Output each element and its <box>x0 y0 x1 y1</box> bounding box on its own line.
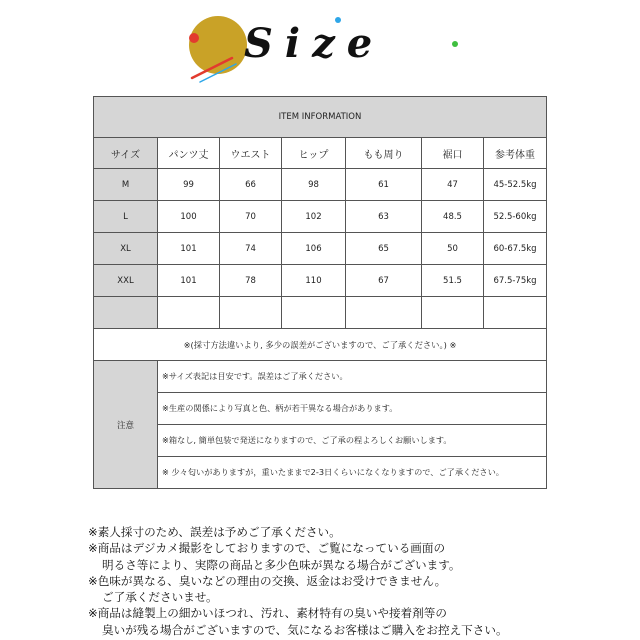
caution-item: ※箱なし, 簡単包装で発送になりますので、ご了承の程よろしくお願いします。 <box>158 425 547 457</box>
footer-line: ご了承くださいませ。 <box>102 590 218 605</box>
table-cell: 67.5-75kg <box>484 265 547 297</box>
empty-cell <box>220 297 282 329</box>
red-dot <box>189 33 199 43</box>
size-cell: XXL <box>94 265 158 297</box>
measure-note: ※(採寸方法違いより, 多少の誤差がございますので、ご了承ください。) ※ <box>94 329 547 361</box>
footer-line: 臭いが残る場合がございますので、気になるお客様はご購入をお控え下さい。 <box>102 622 508 637</box>
table-cell: 66 <box>220 169 282 201</box>
footer-line: ※商品は縫製上の細かいほつれ、汚れ、素材特有の臭いや接着剤等の <box>88 606 447 621</box>
table-cell: 67 <box>346 265 422 297</box>
empty-cell <box>282 297 346 329</box>
header-hip: ヒップ <box>282 138 346 169</box>
table-cell: 65 <box>346 233 422 265</box>
size-table <box>93 96 547 489</box>
header-weight: 参考体重 <box>484 138 547 169</box>
table-cell: 110 <box>282 265 346 297</box>
empty-row <box>94 297 547 329</box>
footer-line: ※色味が異なる、臭いなどの理由の交換、返金はお受けできません。 <box>88 573 447 588</box>
footer-line: ※商品はデジカメ撮影をしておりますので、ご覧になっている画面の <box>88 541 446 556</box>
empty-cell <box>422 297 484 329</box>
empty-cell <box>346 297 422 329</box>
table-row <box>94 169 547 201</box>
table-cell: 74 <box>220 233 282 265</box>
table-cell: 78 <box>220 265 282 297</box>
table-cell: 51.5 <box>422 265 484 297</box>
table-cell: 48.5 <box>422 201 484 233</box>
table-row <box>94 233 547 265</box>
size-logo <box>0 0 640 90</box>
table-cell: 50 <box>422 233 484 265</box>
header-thigh: もも周り <box>346 138 422 169</box>
table-cell: 106 <box>282 233 346 265</box>
size-cell: M <box>94 169 158 201</box>
table-title: ITEM INFORMATION <box>94 97 547 138</box>
table-cell: 102 <box>282 201 346 233</box>
caution-label: 注意 <box>94 361 158 489</box>
empty-cell <box>94 297 158 329</box>
table-cell: 70 <box>220 201 282 233</box>
table-row <box>94 201 547 233</box>
footer-line: 明るさ等により、実際の商品と多少色味が異なる場合がございます。 <box>102 557 461 572</box>
table-cell: 47 <box>422 169 484 201</box>
caution-item: ※生産の関係により写真と色、柄が若干異なる場合があります。 <box>158 393 547 425</box>
green-dot <box>452 41 458 47</box>
caution-item: ※サイズ表記は目安です。誤差はご了承ください。 <box>158 361 547 393</box>
table-cell: 100 <box>158 201 220 233</box>
header-waist: ウエスト <box>220 138 282 169</box>
empty-cell <box>484 297 547 329</box>
table-cell: 98 <box>282 169 346 201</box>
header-size: サイズ <box>94 138 158 169</box>
table-cell: 45-52.5kg <box>484 169 547 201</box>
caution-item: ※ 少々匂いがありますが，重いたままで2-3日くらいになくなりますので、ご了承ください。 <box>158 457 547 489</box>
header-row <box>94 138 547 169</box>
table-row <box>94 265 547 297</box>
header-hem: 裾口 <box>422 138 484 169</box>
empty-cell <box>158 297 220 329</box>
table-cell: 52.5-60kg <box>484 201 547 233</box>
table-cell: 61 <box>346 169 422 201</box>
table-cell: 101 <box>158 265 220 297</box>
logo-text: Size <box>244 20 385 67</box>
footer-notes <box>88 524 633 638</box>
header-length: パンツ丈 <box>158 138 220 169</box>
table-cell: 101 <box>158 233 220 265</box>
table-cell: 63 <box>346 201 422 233</box>
size-cell: XL <box>94 233 158 265</box>
table-cell: 60-67.5kg <box>484 233 547 265</box>
size-cell: L <box>94 201 158 233</box>
footer-line: ※素人採寸のため、誤差は予めご了承ください。 <box>88 525 341 539</box>
table-cell: 99 <box>158 169 220 201</box>
